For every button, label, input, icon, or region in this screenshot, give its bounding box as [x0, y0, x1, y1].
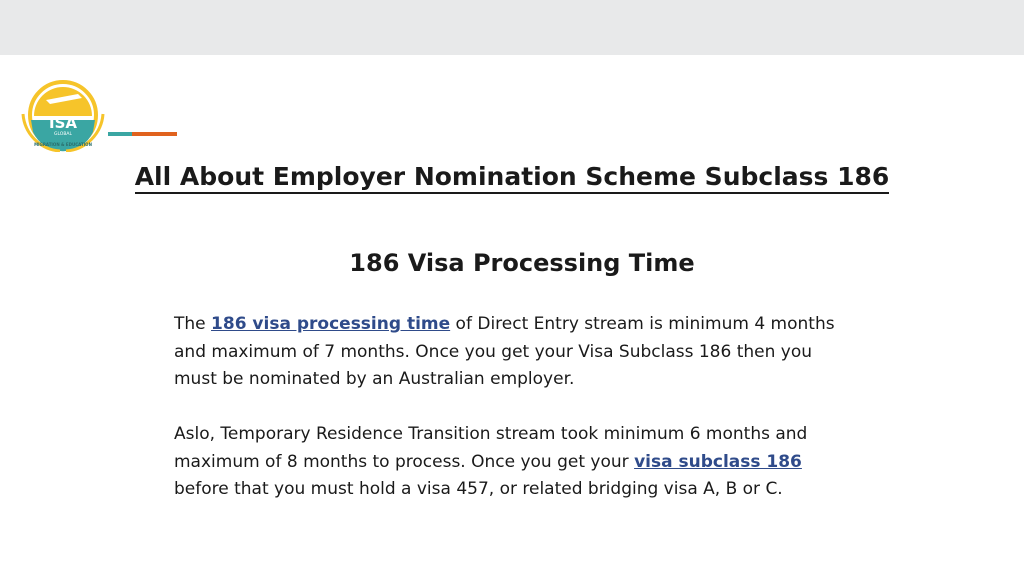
page-title: All About Employer Nomination Scheme Subclass 186: [135, 162, 890, 194]
paragraph1-prefix: The: [174, 314, 212, 334]
top-band: [0, 0, 1024, 55]
logo-ring-text: MIGRATION & EDUCATION: [34, 142, 92, 147]
paragraph1-suffix: of Direct Entry stream is minimum 4 months and maximum of 7 months. Once you get your Visa Subclass 186 then you must be nominated by an Australian employer.: [174, 314, 835, 389]
logo-subtext: GLOBAL: [53, 132, 73, 137]
paragraph2-prefix: Aslo, Temporary Residence Transition stream took minimum 6 months and maximum of 8 months to process. Once you get your: [174, 424, 808, 472]
paragraph-processing-time: [174, 311, 854, 394]
accent-line-teal: [108, 132, 132, 136]
logo-text: ISA: [49, 114, 77, 132]
isa-global-logo: [20, 78, 106, 152]
paragraph-trt-stream: [174, 421, 854, 504]
link-visa-subclass-186[interactable]: visa subclass 186: [634, 451, 802, 472]
page-title-container: [0, 162, 1024, 191]
link-186-visa-processing-time[interactable]: 186 visa processing time: [211, 314, 451, 334]
paragraph2-suffix: before that you must hold a visa 457, or related bridging visa A, B or C.: [174, 479, 783, 499]
section-heading: 186 Visa Processing Time: [349, 249, 695, 277]
accent-line-orange: [132, 132, 177, 136]
